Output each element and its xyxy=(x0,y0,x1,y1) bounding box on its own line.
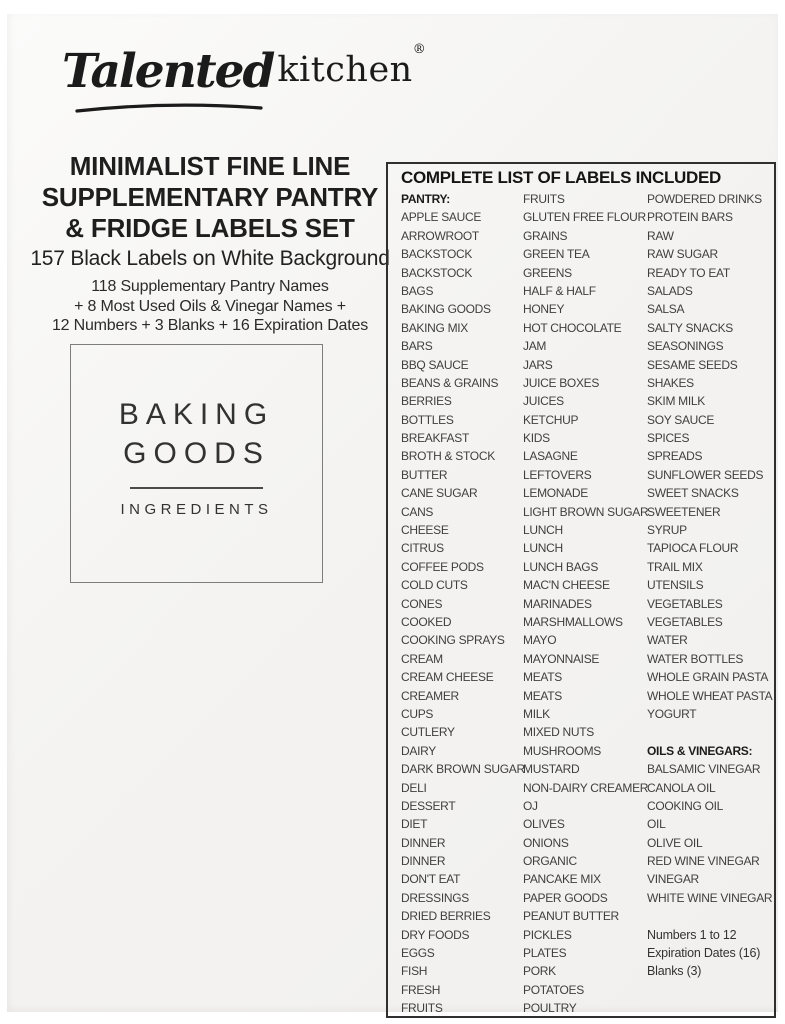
label-list-item: FRUITS xyxy=(523,192,565,206)
label-list-item: BEANS & GRAINS xyxy=(401,375,499,390)
label-list-item: SKIM MILK xyxy=(647,394,705,409)
sample-label-divider xyxy=(130,487,263,489)
label-list-item: HALF & HALF xyxy=(523,283,596,298)
label-list-item: WHITE WINE VINEGAR xyxy=(647,890,773,905)
blank-row xyxy=(647,723,774,741)
label-list-item: BACKSTOCK xyxy=(401,265,473,280)
label-list-item: BAGS xyxy=(401,283,434,298)
label-list-item: BUTTER xyxy=(401,467,448,482)
label-list-item: SUNFLOWER SEEDS xyxy=(647,467,764,482)
sample-label-preview xyxy=(70,344,323,583)
label-list-item: ORGANIC xyxy=(523,854,577,869)
label-list-item: DINNER xyxy=(401,854,446,869)
product-title-line3: & FRIDGE LABELS SET xyxy=(65,213,355,243)
label-list-item: MILK xyxy=(523,706,550,721)
contents-summary-line1: 118 Supplementary Pantry Names xyxy=(91,278,329,295)
label-list-item: BACKSTOCK xyxy=(401,247,473,262)
label-list-item: SPREADS xyxy=(647,449,703,464)
label-list-item: CANS xyxy=(401,504,434,519)
product-title xyxy=(29,151,391,244)
product-subtitle: 157 Black Labels on White Background xyxy=(30,247,390,270)
label-list-item: YOGURT xyxy=(647,706,697,721)
label-list-item: BBQ SAUCE xyxy=(401,357,469,372)
label-list-item: DELI xyxy=(401,780,427,795)
label-list-item: DRESSINGS xyxy=(401,890,469,905)
label-list-item: COFFEE PODS xyxy=(401,559,484,574)
label-list-item: OLIVES xyxy=(523,817,565,832)
label-list-item: BROTH & STOCK xyxy=(401,449,495,464)
sample-label-name xyxy=(71,395,322,473)
label-list-item: DIET xyxy=(401,817,428,832)
label-list-item: BOTTLES xyxy=(401,412,454,427)
brand-logo-word: kitchen® xyxy=(277,42,427,90)
label-list-item: APPLE SAUCE xyxy=(401,210,482,225)
label-list-item: LEFTOVERS xyxy=(523,467,592,482)
label-list-item: BARS xyxy=(401,339,433,354)
label-list-item: SESAME SEEDS xyxy=(647,357,738,372)
label-list-item: SPICES xyxy=(647,431,690,446)
label-list-panel xyxy=(386,162,776,1018)
label-list-item: WATER xyxy=(647,633,688,648)
pantry-section-heading: PANTRY: xyxy=(401,192,451,206)
product-title-line1: MINIMALIST FINE LINE xyxy=(69,151,351,181)
label-list-item: OJ xyxy=(523,798,538,813)
label-list-item: NON-DAIRY CREAMER xyxy=(523,780,649,795)
blank-row xyxy=(647,907,774,925)
label-list-item: WATER BOTTLES xyxy=(647,651,744,666)
label-list-item: FISH xyxy=(401,964,428,979)
label-list-item: COLD CUTS xyxy=(401,578,468,593)
contents-summary-line3: 12 Numbers + 3 Blanks + 16 Expiration Dates xyxy=(51,317,369,334)
label-list-extra-item: Numbers 1 to 12 xyxy=(647,927,737,942)
label-list-item: CONES xyxy=(401,596,443,611)
label-list-item: DRIED BERRIES xyxy=(401,909,491,924)
label-list-item: PANCAKE MIX xyxy=(523,872,601,887)
label-list-item: LUNCH BAGS xyxy=(523,559,599,574)
label-list-item: DARK BROWN SUGAR xyxy=(401,762,525,777)
label-list-item: KIDS xyxy=(523,431,550,446)
label-list-extra-item: Blanks (3) xyxy=(647,964,702,979)
label-list-column-2 xyxy=(523,190,647,1018)
label-list-item: ARROWROOT xyxy=(401,228,479,243)
logo-underline-swash-icon xyxy=(74,100,264,114)
label-list-item: SWEET SNACKS xyxy=(647,486,739,501)
label-list-item: POTATOES xyxy=(523,982,584,997)
label-list-item: SHAKES xyxy=(647,375,694,390)
label-list-item: GREENS xyxy=(523,265,572,280)
extras-items xyxy=(647,926,774,981)
label-list-item: COOKING OIL xyxy=(647,798,724,813)
label-list-item: SALADS xyxy=(647,283,693,298)
label-list-item: MEATS xyxy=(523,670,562,685)
label-list-item: BAKING GOODS xyxy=(401,302,491,317)
label-list-item: PAPER GOODS xyxy=(523,890,608,905)
label-list-item: VINEGAR xyxy=(647,872,699,887)
label-list-item: OLIVE OIL xyxy=(647,835,703,850)
label-list-item: SALSA xyxy=(647,302,685,317)
label-list-item: VEGETABLES xyxy=(647,614,723,629)
label-list-item: FRUITS xyxy=(401,1001,443,1016)
label-list-item: OIL xyxy=(647,817,666,832)
label-list-item: COOKING SPRAYS xyxy=(401,633,505,648)
label-list-item: FRESH xyxy=(401,982,441,997)
label-list-item: JUICE BOXES xyxy=(523,375,600,390)
sample-label-name-line2: GOODS xyxy=(123,437,270,470)
label-list-item: DESSERT xyxy=(401,798,456,813)
label-list-item: CREAMER xyxy=(401,688,459,703)
pantry-items-col3 xyxy=(647,190,774,723)
label-list-item: POULTRY xyxy=(523,1001,577,1016)
contents-summary-line2: + 8 Most Used Oils & Vinegar Names + xyxy=(74,297,346,315)
label-list-item: GREEN TEA xyxy=(523,247,590,262)
label-list-item: HONEY xyxy=(523,302,565,317)
registered-trademark-icon: ® xyxy=(412,42,427,57)
label-list-item: SWEETENER xyxy=(647,504,721,519)
label-list-item: WHOLE GRAIN PASTA xyxy=(647,670,769,685)
oils-section-heading: OILS & VINEGARS: xyxy=(647,743,753,758)
pantry-items-col2 xyxy=(523,190,647,1018)
label-list-item: CITRUS xyxy=(401,541,444,556)
label-list-item: GLUTEN FREE FLOUR xyxy=(523,210,646,225)
label-list-item: EGGS xyxy=(401,946,435,961)
label-list-item: CHEESE xyxy=(401,523,449,538)
label-list-item: MAYONNAISE xyxy=(523,651,600,666)
label-list-item: POWDERED DRINKS xyxy=(647,192,762,206)
label-list-item: RAW xyxy=(647,228,674,243)
label-list-item: LUNCH xyxy=(523,523,563,538)
label-list-item: PORK xyxy=(523,964,556,979)
product-contents-summary xyxy=(29,277,391,336)
sheet-background xyxy=(7,14,778,1016)
label-list-item: HOT CHOCOLATE xyxy=(523,320,622,335)
label-list-item: JARS xyxy=(523,357,553,372)
label-list-item: DON'T EAT xyxy=(401,872,461,887)
label-list-item: MAYO xyxy=(523,633,557,648)
label-list-item: MEATS xyxy=(523,688,562,703)
label-list-item: MUSTARD xyxy=(523,762,580,777)
label-list-item: CREAM CHEESE xyxy=(401,670,494,685)
brand-logo-script: Talented xyxy=(62,44,274,99)
label-list-item: CREAM xyxy=(401,651,443,666)
product-title-line2: SUPPLEMENTARY PANTRY xyxy=(41,182,379,212)
label-list-item: MUSHROOMS xyxy=(523,743,601,758)
label-list-item: KETCHUP xyxy=(523,412,579,427)
sample-label-name-line1: BAKING xyxy=(118,398,275,431)
label-list-item: MAC'N CHEESE xyxy=(523,578,610,593)
pantry-items-col1 xyxy=(401,208,523,1017)
label-list-item: CUTLERY xyxy=(401,725,455,740)
label-list-item: LEMONADE xyxy=(523,486,588,501)
label-list-item: RAW SUGAR xyxy=(647,247,718,262)
label-list-column-3 xyxy=(647,190,774,1018)
label-list-extra-item: Expiration Dates (16) xyxy=(647,946,761,961)
label-list-item: DRY FOODS xyxy=(401,927,470,942)
label-list-item: WHOLE WHEAT PASTA xyxy=(647,688,773,703)
label-list-item: GRAINS xyxy=(523,228,568,243)
label-list-item: PLATES xyxy=(523,946,567,961)
label-list-item: RED WINE VINEGAR xyxy=(647,854,760,869)
label-list-item: SOY SAUCE xyxy=(647,412,715,427)
label-list-item: MARINADES xyxy=(523,596,592,611)
label-list-item: VEGETABLES xyxy=(647,596,723,611)
label-list-item: LIGHT BROWN SUGAR xyxy=(523,504,649,519)
label-list-item: PICKLES xyxy=(523,927,572,942)
label-list-item: MIXED NUTS xyxy=(523,725,595,740)
label-list-item: SYRUP xyxy=(647,523,687,538)
label-list-item: JAM xyxy=(523,339,547,354)
label-list-item: TRAIL MIX xyxy=(647,559,703,574)
label-list-item: ONIONS xyxy=(523,835,569,850)
label-list-item: UTENSILS xyxy=(647,578,704,593)
label-list-item: MARSHMALLOWS xyxy=(523,614,623,629)
label-list-item: JUICES xyxy=(523,394,564,409)
label-list-item: DAIRY xyxy=(401,743,436,758)
label-list-column-1 xyxy=(401,190,523,1018)
label-list-columns xyxy=(401,190,774,1018)
label-list-item: DINNER xyxy=(401,835,446,850)
label-list-item: LASAGNE xyxy=(523,449,578,464)
label-list-item: CUPS xyxy=(401,706,434,721)
label-list-item: BAKING MIX xyxy=(401,320,469,335)
label-list-item: PROTEIN BARS xyxy=(647,210,733,225)
label-list-item: BERRIES xyxy=(401,394,452,409)
label-list-item: SEASONINGS xyxy=(647,339,724,354)
label-list-item: PEANUT BUTTER xyxy=(523,909,619,924)
label-list-item: READY TO EAT xyxy=(647,265,730,280)
label-list-item: LUNCH xyxy=(523,541,563,556)
label-list-item: CANOLA OIL xyxy=(647,780,716,795)
sample-label-category: INGREDIENTS xyxy=(120,501,273,518)
label-list-header: COMPLETE LIST OF LABELS INCLUDED xyxy=(401,168,722,187)
label-list-item: SALTY SNACKS xyxy=(647,320,733,335)
label-list-item: CANE SUGAR xyxy=(401,486,478,501)
label-list-item: BREAKFAST xyxy=(401,431,469,446)
label-list-item: COOKED xyxy=(401,614,452,629)
label-list-item: BALSAMIC VINEGAR xyxy=(647,762,761,777)
oils-items xyxy=(647,760,774,907)
brand-logo xyxy=(62,42,427,120)
label-list-item: TAPIOCA FLOUR xyxy=(647,541,739,556)
